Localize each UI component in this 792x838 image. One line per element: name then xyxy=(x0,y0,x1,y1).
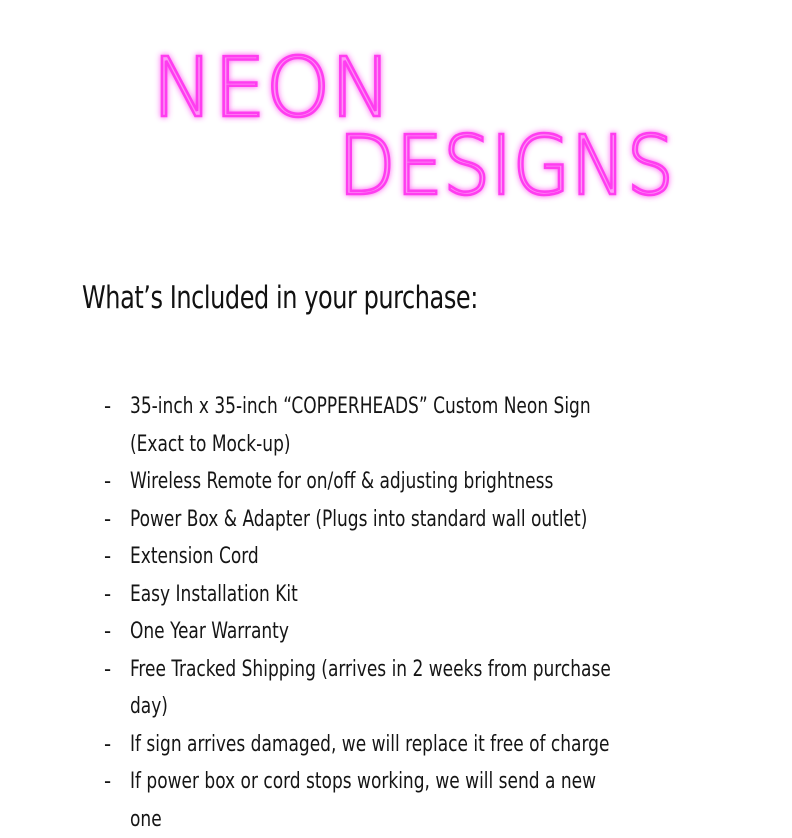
bullet-dash: - xyxy=(104,581,112,607)
list-item xyxy=(104,576,792,614)
list-item xyxy=(104,463,792,501)
list-item-text: 35-inch x 35-inch “COPPERHEADS” Custom Neon Sign (Exact to Mock-up) xyxy=(130,394,591,457)
list-item xyxy=(104,388,792,463)
bullet-dash: - xyxy=(104,656,112,682)
bullet-dash: - xyxy=(104,619,112,644)
bullet-dash: - xyxy=(104,506,112,532)
list-item-text: Extension Cord xyxy=(130,544,259,569)
list-item xyxy=(104,501,792,539)
neon-designs-logo xyxy=(0,0,792,220)
bullet-dash: - xyxy=(104,769,112,794)
list-item xyxy=(104,538,792,576)
list-item-text: If sign arrives damaged, we will replace it free of charge xyxy=(130,731,610,757)
included-list xyxy=(104,388,792,838)
logo-word-neon: NEON xyxy=(152,41,392,136)
list-item-text: Power Box & Adapter (Plugs into standard wall outlet) xyxy=(130,506,588,532)
included-heading: What’s Included in your purchase: xyxy=(82,280,478,316)
list-item-text: One Year Warranty xyxy=(130,619,289,644)
list-item-text: If power box or cord stops working, we will send a new one xyxy=(130,769,597,832)
list-item xyxy=(104,613,792,651)
bullet-dash: - xyxy=(104,394,112,419)
list-item xyxy=(104,763,792,838)
list-item xyxy=(104,651,792,726)
list-item xyxy=(104,726,792,764)
bullet-dash: - xyxy=(104,731,112,757)
logo-word-designs: DESIGNS xyxy=(338,119,674,214)
list-item-text: Wireless Remote for on/off & adjusting brightness xyxy=(130,469,554,494)
bullet-dash: - xyxy=(104,544,112,569)
list-item-text: Free Tracked Shipping (arrives in 2 weeks from purchase day) xyxy=(130,656,611,719)
list-item-text: Easy Installation Kit xyxy=(130,581,298,607)
bullet-dash: - xyxy=(104,469,112,494)
